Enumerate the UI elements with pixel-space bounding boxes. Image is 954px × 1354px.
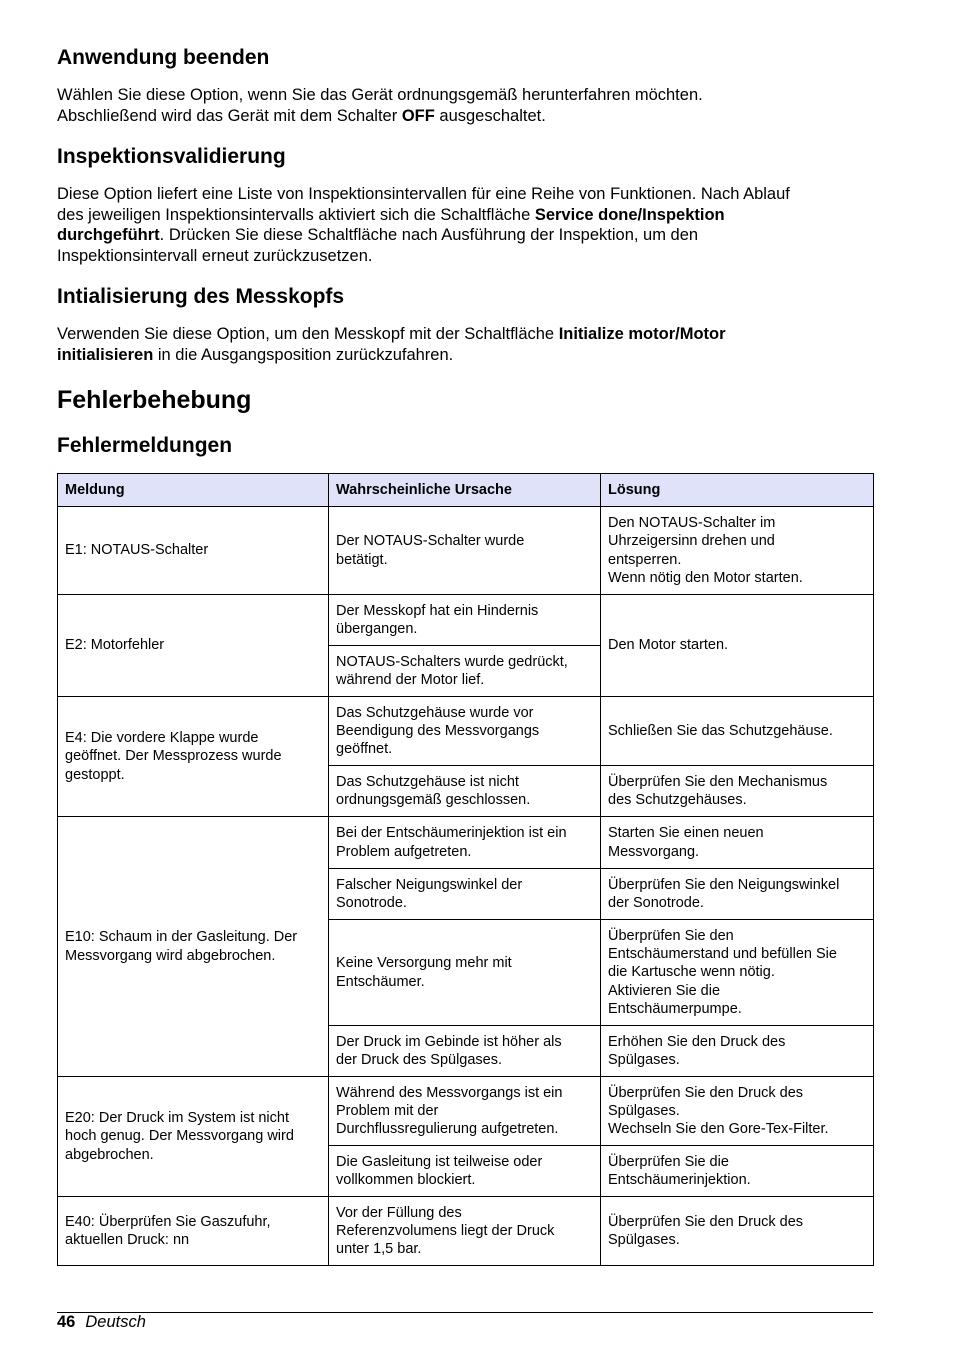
cause-cell bbox=[329, 646, 601, 697]
cell-text-line: Überprüfen Sie den Druck des bbox=[608, 1084, 804, 1101]
message-cell bbox=[58, 1197, 329, 1266]
message-cell bbox=[58, 697, 329, 817]
solution-cell bbox=[601, 817, 874, 869]
cell-text-line: während der Motor lief. bbox=[336, 672, 485, 688]
cell-text-line: Spülgases. bbox=[608, 1232, 680, 1248]
cell-text-line: Starten Sie einen neuen bbox=[608, 825, 764, 842]
header-ursache: Wahrscheinliche Ursache bbox=[329, 474, 601, 507]
off-label: OFF bbox=[401, 106, 435, 125]
footer-divider bbox=[57, 1312, 873, 1313]
cell-text-line: E4: Die vordere Klappe wurde bbox=[65, 730, 259, 747]
cell-text-line: Der NOTAUS-Schalter wurde bbox=[336, 533, 525, 550]
heading-fehlermeldungen: Fehlermeldungen bbox=[57, 434, 233, 457]
cell-text-line: Uhrzeigersinn drehen und bbox=[608, 533, 775, 550]
cell-text-line: Das Schutzgehäuse wurde vor bbox=[336, 704, 534, 721]
cell-text-line: vollkommen blockiert. bbox=[336, 1172, 476, 1188]
footer-language: Deutsch bbox=[85, 1313, 146, 1331]
table-row bbox=[58, 1077, 874, 1146]
message-cell bbox=[58, 1077, 329, 1197]
paragraph-anwendung-beenden: Wählen Sie diese Option, wenn Sie das Gerät ordnungsgemäß herunterfahren möchten. Abschließend wird das Gerät mit dem Schalter OFF ausgeschaltet. bbox=[57, 86, 703, 125]
cell-text-line: Referenzvolumens liegt der Druck bbox=[336, 1222, 555, 1239]
cell-text-line: betätigt. bbox=[336, 551, 388, 568]
cell-text-line: Wechseln Sie den Gore-Tex-Filter. bbox=[608, 1121, 829, 1138]
cell-text-line: Beendigung des Messvorgangs bbox=[336, 722, 540, 739]
cell-text-line: Wenn nötig den Motor starten. bbox=[608, 569, 803, 586]
solution-cell bbox=[601, 1077, 874, 1146]
cell-text-line: Erhöhen Sie den Druck des bbox=[608, 1033, 786, 1050]
cause-cell bbox=[329, 1197, 601, 1266]
solution-cell bbox=[601, 507, 874, 595]
cell-text-line: übergangen. bbox=[336, 621, 418, 637]
cell-text-line: der Sonotrode. bbox=[608, 895, 704, 911]
cell-text-line: Das Schutzgehäuse ist nicht bbox=[336, 773, 519, 790]
cause-cell bbox=[329, 595, 601, 646]
cell-text-line: Aktivieren Sie die bbox=[608, 982, 721, 999]
cell-text-line: Schließen Sie das Schutzgehäuse. bbox=[608, 722, 833, 739]
header-loesung: Lösung bbox=[601, 474, 874, 507]
cell-text-line: Spülgases. bbox=[608, 1052, 680, 1068]
cell-text-line: E40: Überprüfen Sie Gaszufuhr, bbox=[65, 1213, 271, 1230]
cell-text-line: Entschäumer. bbox=[336, 973, 425, 990]
cell-text-line: Spülgases. bbox=[608, 1102, 680, 1119]
cause-cell bbox=[329, 869, 601, 920]
table-row bbox=[58, 817, 874, 869]
cell-text-line: E10: Schaum in der Gasleitung. Der bbox=[65, 929, 298, 946]
cell-text-line: E20: Der Druck im System ist nicht bbox=[65, 1110, 289, 1127]
cell-text-line: Entschäumerpumpe. bbox=[608, 1000, 742, 1017]
cell-text-line: Den Motor starten. bbox=[608, 637, 729, 654]
cell-text-line: Überprüfen Sie den bbox=[608, 927, 734, 944]
cause-cell bbox=[329, 697, 601, 766]
cell-text-line: NOTAUS-Schalters wurde gedrückt, bbox=[336, 653, 568, 670]
error-table bbox=[57, 473, 874, 1266]
paragraph-inspektionsvalidierung: Diese Option liefert eine Liste von Inspektionsintervallen für eine Reihe von Funktionen. Nach Ablauf des jeweiligen Inspektionsintervalls aktiviert sich die Schaltfläche Service done/Inspektion durchgeführt. Drücken Sie diese Schaltfläche nach Ausführung der Inspektion, um den Inspektionsintervall erneut zurückzusetzen. bbox=[57, 185, 790, 265]
page-number: 46 bbox=[57, 1313, 76, 1331]
cell-text-line: entsperren. bbox=[608, 551, 682, 568]
cell-text-line: Entschäumerinjektion. bbox=[608, 1172, 751, 1188]
cause-cell bbox=[329, 1146, 601, 1197]
cell-text-line: Überprüfen Sie den Druck des bbox=[608, 1213, 804, 1230]
cell-text-line: aktuellen Druck: nn bbox=[65, 1232, 190, 1248]
cell-text-line: Falscher Neigungswinkel der bbox=[336, 876, 523, 893]
cause-cell bbox=[329, 1026, 601, 1077]
heading-messkopf: Intialisierung des Messkopfs bbox=[57, 285, 345, 308]
cell-text-line: die Kartusche wenn nötig. bbox=[608, 964, 775, 981]
cell-text-line: Sonotrode. bbox=[336, 895, 407, 911]
cell-text-line: E2: Motorfehler bbox=[65, 637, 165, 654]
durchgefuehrt-label: durchgeführt bbox=[57, 226, 160, 244]
initialize-motor-label: Initialize motor/Motor bbox=[558, 325, 726, 343]
message-cell bbox=[58, 817, 329, 1077]
cell-text-line: E1: NOTAUS-Schalter bbox=[65, 542, 209, 559]
heading-fehlerbehebung: Fehlerbehebung bbox=[57, 386, 252, 414]
solution-cell bbox=[601, 595, 874, 697]
table-header-row bbox=[58, 474, 874, 507]
cell-text-line: gestoppt. bbox=[65, 766, 125, 783]
paragraph-messkopf: Verwenden Sie diese Option, um den Messkopf mit der Schaltfläche Initialize motor/Motor initialisieren in die Ausgangsposition zurückzufahren. bbox=[57, 325, 726, 364]
cell-text-line: unter 1,5 bar. bbox=[336, 1241, 422, 1258]
solution-cell bbox=[601, 920, 874, 1026]
solution-cell bbox=[601, 1146, 874, 1197]
cell-text-line: Messvorgang. bbox=[608, 843, 700, 860]
solution-cell bbox=[601, 869, 874, 920]
cell-text-line: Den NOTAUS-Schalter im bbox=[608, 514, 776, 531]
cell-text-line: Problem aufgetreten. bbox=[336, 843, 472, 860]
table-row bbox=[58, 1197, 874, 1266]
solution-cell bbox=[601, 1026, 874, 1077]
cause-cell bbox=[329, 1077, 601, 1146]
cell-text-line: Entschäumerstand und befüllen Sie bbox=[608, 946, 837, 963]
table-row bbox=[58, 697, 874, 766]
table-row bbox=[58, 507, 874, 595]
solution-cell bbox=[601, 697, 874, 766]
cell-text-line: Die Gasleitung ist teilweise oder bbox=[336, 1153, 543, 1170]
initialisieren-label: initialisieren bbox=[57, 345, 154, 364]
cell-text-line: Messvorgang wird abgebrochen. bbox=[65, 947, 276, 964]
cell-text-line: Überprüfen Sie den Neigungswinkel bbox=[608, 876, 840, 893]
solution-cell bbox=[601, 1197, 874, 1266]
cell-text-line: Vor der Füllung des bbox=[336, 1204, 462, 1221]
message-cell bbox=[58, 595, 329, 697]
solution-cell bbox=[601, 766, 874, 817]
page-footer bbox=[57, 1313, 146, 1332]
cell-text-line: Überprüfen Sie die bbox=[608, 1153, 729, 1170]
cell-text-line: Bei der Entschäumerinjektion ist ein bbox=[336, 825, 567, 842]
cell-text-line: geöffnet. bbox=[336, 741, 393, 758]
table-row bbox=[58, 595, 874, 646]
cause-cell bbox=[329, 507, 601, 595]
cell-text-line: ordnungsgemäß geschlossen. bbox=[336, 792, 531, 808]
cell-text-line: der Druck des Spülgases. bbox=[336, 1052, 503, 1068]
cell-text-line: Keine Versorgung mehr mit bbox=[336, 955, 512, 972]
heading-anwendung-beenden: Anwendung beenden bbox=[57, 46, 270, 69]
cause-cell bbox=[329, 766, 601, 817]
cell-text-line: abgebrochen. bbox=[65, 1146, 154, 1163]
cell-text-line: Überprüfen Sie den Mechanismus bbox=[608, 773, 828, 790]
cell-text-line: Der Druck im Gebinde ist höher als bbox=[336, 1033, 562, 1050]
cell-text-line: hoch genug. Der Messvorgang wird bbox=[65, 1128, 294, 1145]
cause-cell bbox=[329, 920, 601, 1026]
header-meldung: Meldung bbox=[58, 474, 329, 507]
cell-text-line: Der Messkopf hat ein Hindernis bbox=[336, 602, 539, 619]
heading-inspektionsvalidierung: Inspektionsvalidierung bbox=[57, 145, 286, 168]
cell-text-line: geöffnet. Der Messprozess wurde bbox=[65, 748, 282, 765]
service-done-label: Service done/Inspektion bbox=[534, 205, 725, 224]
cell-text-line: Problem mit der bbox=[336, 1102, 439, 1119]
cell-text-line: des Schutzgehäuses. bbox=[608, 792, 747, 808]
cell-text-line: Durchflussregulierung aufgetreten. bbox=[336, 1121, 559, 1138]
cause-cell bbox=[329, 817, 601, 869]
message-cell bbox=[58, 507, 329, 595]
cell-text-line: Während des Messvorgangs ist ein bbox=[336, 1084, 563, 1101]
